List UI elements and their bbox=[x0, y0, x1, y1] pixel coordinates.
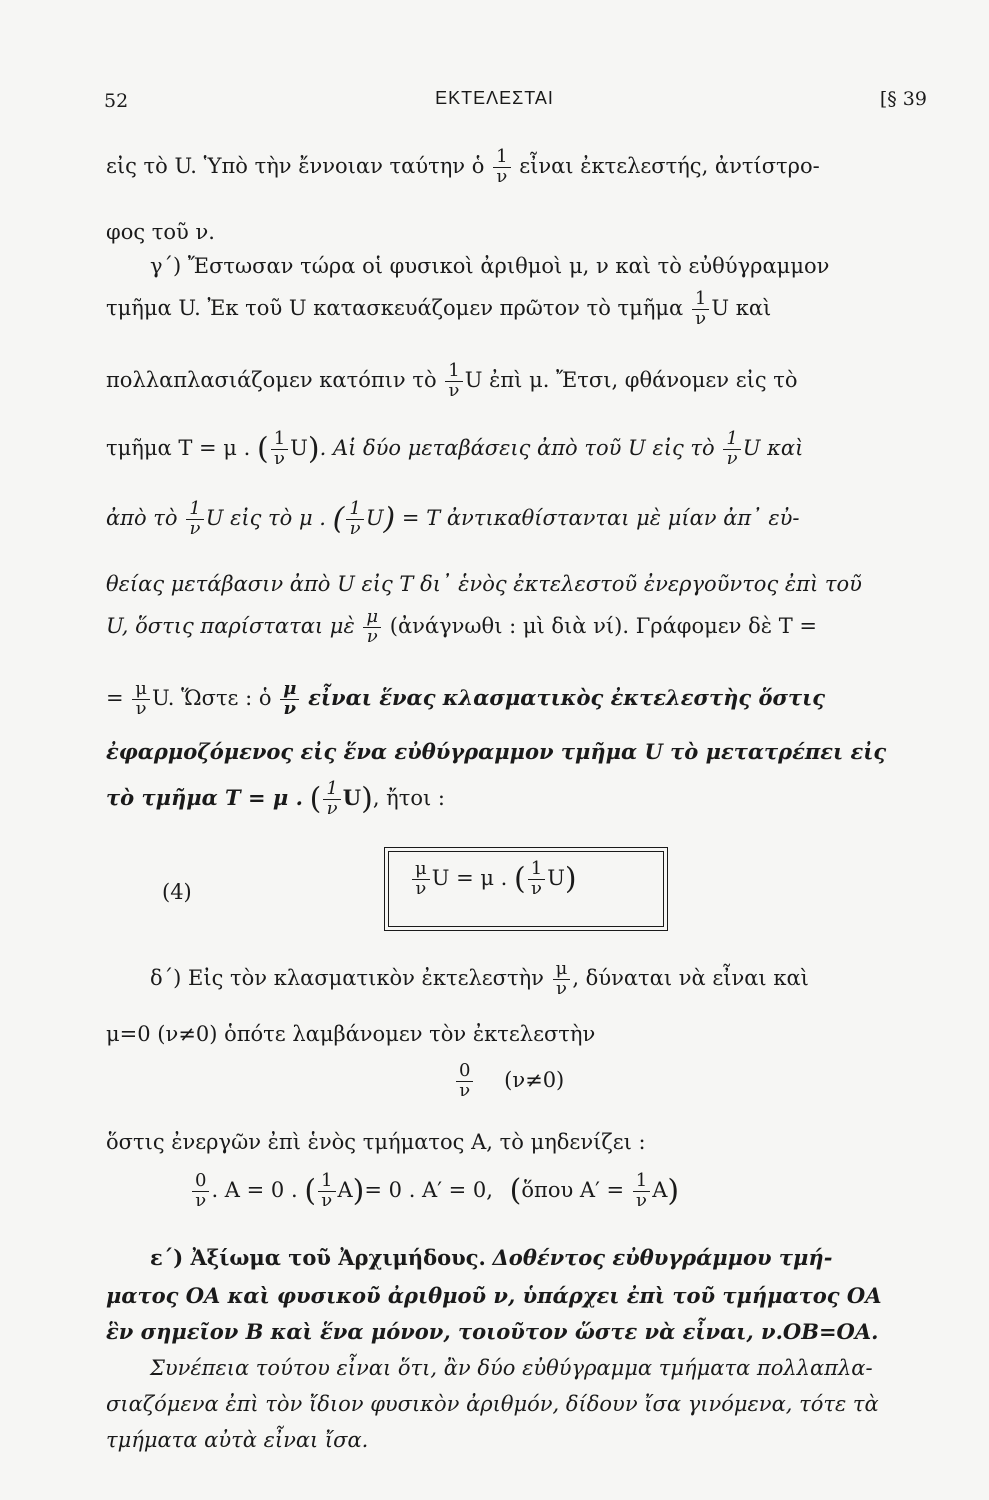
boxed-equation: $\frac{\mu}{\nu}$ U = μ . ( $\frac{1}{\nu}$ U) bbox=[410, 860, 577, 899]
text-span: Δοθέντος εὐθυγράμμου τμή- bbox=[492, 1245, 833, 1270]
text-line-12: τὸ τμῆμα T = μ . ( $\frac{1}{\nu}$ U), ἤτοι : bbox=[106, 778, 445, 819]
text-line-1 bbox=[106, 148, 820, 187]
text-span: U bbox=[365, 505, 384, 530]
text-span: U bbox=[342, 784, 362, 810]
running-title: ΕΚΤΕΛΕΣΤΑΙ bbox=[435, 88, 554, 108]
fraction-zero-over-nu: $\frac{0}{\nu}$ bbox=[192, 1172, 209, 1211]
text-line-6: τμῆμα T = μ . ( $\frac{1}{\nu}$ U). Αἱ δύο μεταβάσεις ἀπὸ τοῦ U εἰς τὸ $\frac{1}{\nu}$ U καὶ bbox=[106, 428, 804, 469]
text-line-2: φος τοῦ ν. bbox=[106, 220, 215, 244]
text-span: ὅπου A′ = bbox=[521, 1177, 625, 1202]
fraction-mu-over-nu: $\frac{\mu}{\nu}$ bbox=[553, 960, 571, 999]
fraction-mu-over-nu: $\frac{\mu}{\nu}$ bbox=[132, 680, 150, 719]
text-span: , δύναται νὰ εἶναι καὶ bbox=[572, 965, 809, 990]
fraction-mu-over-nu: $\frac{\mu}{\nu}$ bbox=[280, 680, 299, 719]
text-span: . A = 0 . bbox=[211, 1177, 298, 1202]
text-span: ἀπὸ τὸ bbox=[106, 505, 178, 530]
text-span: U. Ὥστε : ὁ bbox=[152, 685, 272, 710]
text-line-17: $\frac{0}{\nu}$ . A = 0 . ( $\frac{1}{\nu}$ A)= 0 . A′ = 0, (ὅπου A′ = $\frac{1}{\nu}$ A) bbox=[190, 1172, 679, 1211]
fraction-one-over-nu: $\frac{1}{\nu}$ bbox=[692, 290, 709, 329]
text-span: . Αἱ δύο μεταβάσεις ἀπὸ τοῦ U εἰς τὸ bbox=[319, 435, 715, 460]
text-line-9 bbox=[106, 608, 817, 647]
text-span: = bbox=[106, 685, 124, 710]
fraction-mu-over-nu: $\frac{\mu}{\nu}$ bbox=[363, 608, 381, 647]
text-line-8: θείας μετάβασιν ἀπὸ U εἰς T δι᾽ ἑνὸς ἐκτελεστοῦ ἐνεργοῦντος ἐπὶ τοῦ bbox=[106, 572, 862, 596]
text-line-19: ματος ΟΑ καὶ φυσικοῦ ἀριθμοῦ ν, ὑπάρχει ἐπὶ τοῦ τμήματος ΟΑ bbox=[106, 1283, 882, 1308]
text-span: A bbox=[337, 1177, 353, 1202]
text-span: = 0 . A′ = 0, bbox=[364, 1177, 493, 1202]
text-line-11: ἐφαρμοζόμενος εἰς ἕνα εὐθύγραμμον τμῆμα U τὸ μετατρέπει εἰς bbox=[106, 739, 887, 764]
text-span: δ΄) Εἰς τὸν κλασματικὸν ἐκτελεστὴν bbox=[150, 965, 544, 990]
fraction-one-over-nu: $\frac{1}{\nu}$ bbox=[633, 1172, 650, 1211]
text-span: U καὶ bbox=[742, 435, 804, 460]
text-span: U bbox=[290, 435, 308, 460]
fraction-one-over-nu: $\frac{1}{\nu}$ bbox=[528, 860, 545, 899]
text-line-18 bbox=[150, 1246, 832, 1270]
text-span: = T ἀντικαθίστανται μὲ μίαν ἀπ᾽ εὐ- bbox=[401, 505, 800, 530]
fraction-one-over-nu: $\frac{1}{\nu}$ bbox=[318, 1172, 335, 1211]
section-marker: [§ 39 bbox=[879, 88, 927, 110]
text-line-7: ἀπὸ τὸ $\frac{1}{\nu}$ U εἰς τὸ μ . ( $\frac{1}{\nu}$ U) = T ἀντικαθίστανται μὲ μίαν ἀπ᾽ εὐ- bbox=[106, 498, 800, 539]
text-span: U καὶ bbox=[711, 295, 772, 320]
fraction-mu-over-nu: $\frac{\mu}{\nu}$ bbox=[412, 860, 430, 899]
text-line-16: ὅστις ἐνεργῶν ἐπὶ ἑνὸς τμήματος Α, τὸ μηδενίζει : bbox=[106, 1130, 646, 1154]
fraction-one-over-nu: $\frac{1}{\nu}$ bbox=[723, 430, 740, 469]
text-span: (ν≠0) bbox=[504, 1067, 565, 1092]
text-line-5 bbox=[106, 362, 798, 401]
fraction-one-over-nu: $\frac{1}{\nu}$ bbox=[323, 780, 340, 819]
equation-label: (4) bbox=[162, 880, 192, 904]
text-span: U = μ . bbox=[431, 865, 508, 890]
text-span: εἰς τὸ U. Ὑπὸ τὴν ἔννοιαν ταύτην ὁ bbox=[106, 153, 485, 178]
text-line-4 bbox=[106, 290, 771, 329]
text-span: U εἰς τὸ μ . bbox=[205, 505, 326, 530]
text-line-15 bbox=[454, 1062, 564, 1101]
text-span: τμῆμα U. Ἐκ τοῦ U κατασκευάζομεν πρῶτον τὸ τμῆμα bbox=[106, 295, 684, 320]
text-span: A bbox=[652, 1177, 668, 1202]
text-span: U ἐπὶ μ. Ἔτσι, φθάνομεν εἰς τὸ bbox=[464, 367, 798, 392]
text-span: τὸ τμῆμα T = μ . bbox=[106, 784, 303, 810]
text-line-10 bbox=[106, 680, 825, 719]
text-span: τμῆμα T = μ . bbox=[106, 435, 251, 460]
text-span: U bbox=[547, 865, 565, 890]
text-span: (ἀνάγνωθι : μὶ διὰ νί). Γράφομεν δὲ T = bbox=[389, 613, 817, 638]
text-span: πολλαπλασιάζομεν κατόπιν τὸ bbox=[106, 367, 437, 392]
text-span: U, ὅστις παρίσταται μὲ bbox=[106, 613, 355, 638]
text-line-23: τμήματα αὐτὰ εἶναι ἴσα. bbox=[106, 1428, 369, 1452]
text-span: ε΄) Ἀξίωμα τοῦ Ἀρχιμήδους. bbox=[150, 1245, 486, 1270]
page-header bbox=[0, 80, 989, 120]
page-number: 52 bbox=[104, 90, 129, 112]
text-line-14: μ=0 (ν≠0) ὁπότε λαμβάνομεν τὸν ἐκτελεστὴν bbox=[106, 1022, 596, 1046]
fraction-one-over-nu: $\frac{1}{\nu}$ bbox=[493, 148, 510, 187]
text-line-20: ἓν σημεῖον Β καὶ ἕνα μόνον, τοιοῦτον ὥστε νὰ εἶναι, ν.ΟΒ=ΟΑ. bbox=[106, 1319, 879, 1344]
fraction-one-over-nu: $\frac{1}{\nu}$ bbox=[186, 500, 203, 539]
text-span: , ἤτοι : bbox=[372, 785, 445, 810]
text-line-13 bbox=[150, 960, 809, 999]
text-line-21: Συνέπεια τούτου εἶναι ὅτι, ἂν δύο εὐθύγραμμα τμήματα πολλαπλα- bbox=[150, 1356, 873, 1380]
fraction-one-over-nu: $\frac{1}{\nu}$ bbox=[271, 430, 288, 469]
text-span: εἶναι ἐκτελεστής, ἀντίστρο- bbox=[519, 153, 820, 178]
fraction-zero-over-nu: $\frac{0}{\nu}$ bbox=[456, 1062, 473, 1101]
fraction-one-over-nu: $\frac{1}{\nu}$ bbox=[346, 500, 363, 539]
text-span: εἶναι ἕνας κλασματικὸς ἐκτελεστὴς ὅστις bbox=[308, 684, 826, 710]
text-line-3: γ΄) Ἔστωσαν τώρα οἱ φυσικοὶ ἀριθμοὶ μ, ν καὶ τὸ εὐθύγραμμον bbox=[150, 254, 830, 278]
fraction-one-over-nu: $\frac{1}{\nu}$ bbox=[445, 362, 462, 401]
text-line-22: σιαζόμενα ἐπὶ τὸν ἴδιον φυσικὸν ἀριθμόν, δίδουν ἴσα γινόμενα, τότε τὰ bbox=[106, 1392, 879, 1416]
